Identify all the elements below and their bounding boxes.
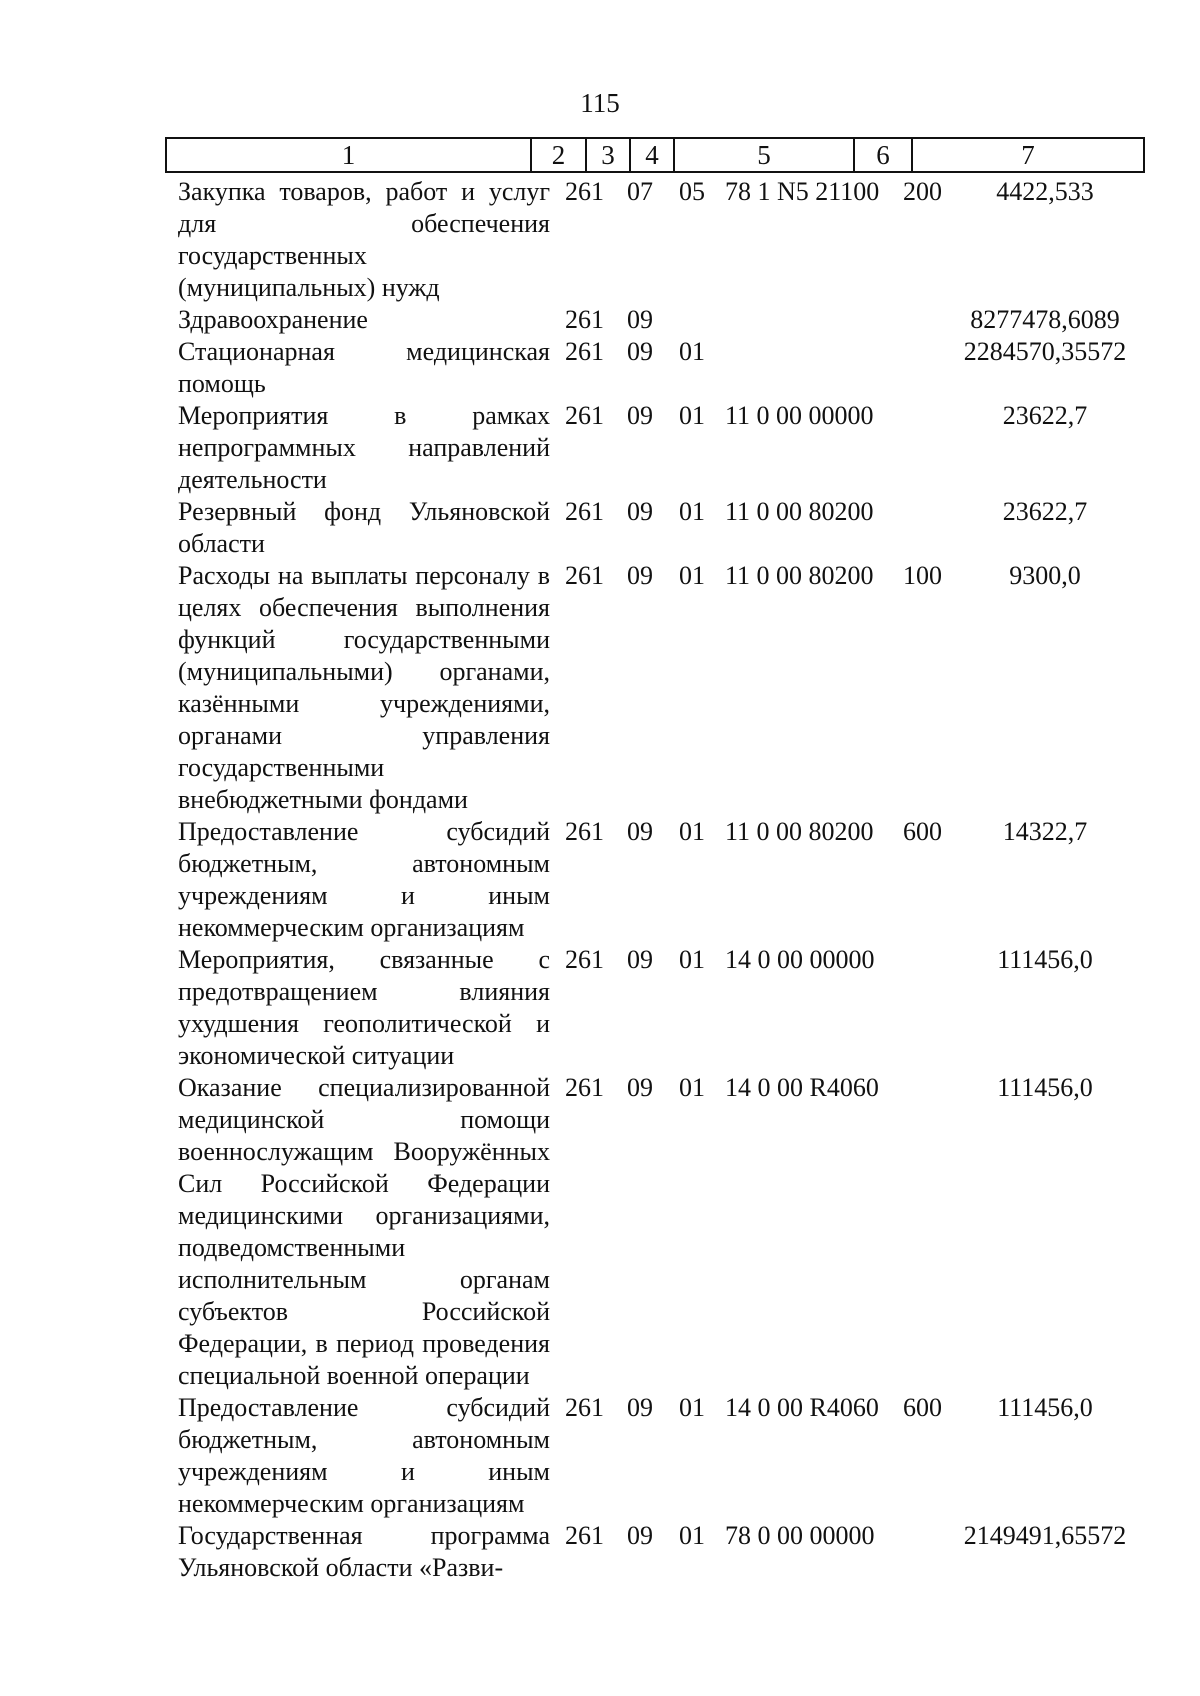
code-admin: 261: [565, 1393, 604, 1422]
code-section: 09: [627, 305, 653, 334]
code-target: 14 0 00 R4060: [725, 1393, 879, 1422]
row-amount: 8277478,6089: [970, 305, 1120, 334]
header-col-2: 2: [532, 139, 587, 171]
row-codes: [565, 400, 953, 432]
code-target: 14 0 00 R4060: [725, 1073, 879, 1102]
row-name: Расходы на выплаты персоналу в целях обеспечения выполнения функций государственными (муниципальными) органами, казёнными учреждениями, органами управления государственными внебюджетными фондами: [178, 561, 550, 814]
code-subsection: 01: [679, 1073, 705, 1102]
code-admin: 261: [565, 1073, 604, 1102]
code-section: 09: [627, 945, 653, 974]
row-codes: [565, 1392, 953, 1424]
row-amount: 2149491,65572: [963, 1521, 1127, 1550]
code-expense-type: 100: [903, 561, 942, 590]
row-amount: 111456,0: [997, 1073, 1093, 1102]
row-amount: 111456,0: [997, 945, 1093, 974]
code-section: 09: [627, 817, 653, 846]
row-name: Мероприятия, связанные с предотвращением влияния ухудшения геополитической и экономической ситуации: [178, 945, 550, 1070]
row-name: Закупка товаров, работ и услуг для обеспечения государственных (муниципальных) нужд: [178, 177, 550, 302]
table-row: [0, 1072, 1200, 1392]
row-amount: 4422,533: [996, 177, 1094, 206]
header-col-7: 7: [1021, 140, 1035, 170]
code-admin: 261: [565, 305, 604, 334]
table-row: [0, 560, 1200, 816]
code-subsection: 05: [679, 177, 705, 206]
table-row: [0, 944, 1200, 1072]
table-row: [0, 1520, 1200, 1584]
row-name: Предоставление субсидий бюджетным, автономным учреждениям и иным некоммерческим организациям: [178, 1393, 550, 1518]
table-row: [0, 336, 1200, 400]
code-section: 09: [627, 337, 653, 366]
code-admin: 261: [565, 817, 604, 846]
row-amount: 14322,7: [1002, 817, 1088, 846]
row-name: Предоставление субсидий бюджетным, автономным учреждениям и иным некоммерческим организациям: [178, 817, 550, 942]
row-amount: 23622,7: [1002, 497, 1088, 526]
code-admin: 261: [565, 497, 604, 526]
code-subsection: 01: [679, 561, 705, 590]
row-codes: [565, 336, 953, 368]
code-target: 11 0 00 80200: [725, 497, 874, 526]
header-col-5: 5: [675, 139, 855, 171]
code-subsection: 01: [679, 817, 705, 846]
code-subsection: 01: [679, 1393, 705, 1422]
table-header: [165, 137, 1145, 173]
code-admin: 261: [565, 401, 604, 430]
code-section: 09: [627, 401, 653, 430]
code-section: 09: [627, 1393, 653, 1422]
page-number: 115: [580, 88, 620, 118]
code-admin: 261: [565, 945, 604, 974]
table-row: [0, 816, 1200, 944]
header-col-3: 3: [587, 139, 631, 171]
code-admin: 261: [565, 177, 604, 206]
code-subsection: 01: [679, 945, 705, 974]
code-subsection: 01: [679, 401, 705, 430]
row-codes: [565, 560, 953, 592]
code-subsection: 01: [679, 337, 705, 366]
code-expense-type: 600: [903, 817, 942, 846]
header-col-6: 6: [855, 139, 913, 171]
code-expense-type: 200: [903, 177, 942, 206]
code-target: 78 0 00 00000: [725, 1521, 875, 1550]
code-target: 11 0 00 80200: [725, 561, 874, 590]
code-target: 11 0 00 00000: [725, 401, 874, 430]
code-section: 07: [627, 177, 653, 206]
table-row: [0, 400, 1200, 496]
row-name: Оказание специализированной медицинской помощи военнослужащим Вооружённых Сил Российской Федерации медицинскими организациями, подведомственными исполнительным органам субъектов Российской Федерации, в период проведения специальной военной операции: [178, 1073, 550, 1390]
row-codes: [565, 816, 953, 848]
row-amount: 111456,0: [997, 1393, 1093, 1422]
code-section: 09: [627, 1521, 653, 1550]
code-section: 09: [627, 1073, 653, 1102]
code-admin: 261: [565, 561, 604, 590]
code-subsection: 01: [679, 497, 705, 526]
row-name: Резервный фонд Ульяновской области: [178, 497, 550, 558]
code-target: 11 0 00 80200: [725, 817, 874, 846]
code-target: 78 1 N5 21100: [725, 177, 880, 206]
table-row: [0, 176, 1200, 304]
row-name: Стационарная медицинская помощь: [178, 337, 550, 398]
row-codes: [565, 1520, 953, 1552]
row-codes: [565, 496, 953, 528]
row-amount: 2284570,35572: [963, 337, 1127, 366]
table-row: [0, 496, 1200, 560]
row-name: Здравоохранение: [178, 305, 368, 334]
code-admin: 261: [565, 337, 604, 366]
code-subsection: 01: [679, 1521, 705, 1550]
header-col-1: 1: [167, 139, 532, 171]
table-row: [0, 1392, 1200, 1520]
row-codes: [565, 176, 953, 208]
row-amount: 23622,7: [1002, 401, 1088, 430]
row-name: Государственная программа Ульяновской области «Разви-: [178, 1521, 550, 1582]
row-codes: [565, 1072, 953, 1104]
row-codes: [565, 304, 953, 336]
table-body: [0, 176, 1200, 1584]
row-name: Мероприятия в рамках непрограммных направлений деятельности: [178, 401, 550, 494]
row-amount: 9300,0: [1009, 561, 1081, 590]
table-row: [0, 304, 1200, 336]
code-section: 09: [627, 561, 653, 590]
code-section: 09: [627, 497, 653, 526]
code-admin: 261: [565, 1521, 604, 1550]
code-expense-type: 600: [903, 1393, 942, 1422]
header-col-4: 4: [631, 139, 675, 171]
code-target: 14 0 00 00000: [725, 945, 875, 974]
row-codes: [565, 944, 953, 976]
